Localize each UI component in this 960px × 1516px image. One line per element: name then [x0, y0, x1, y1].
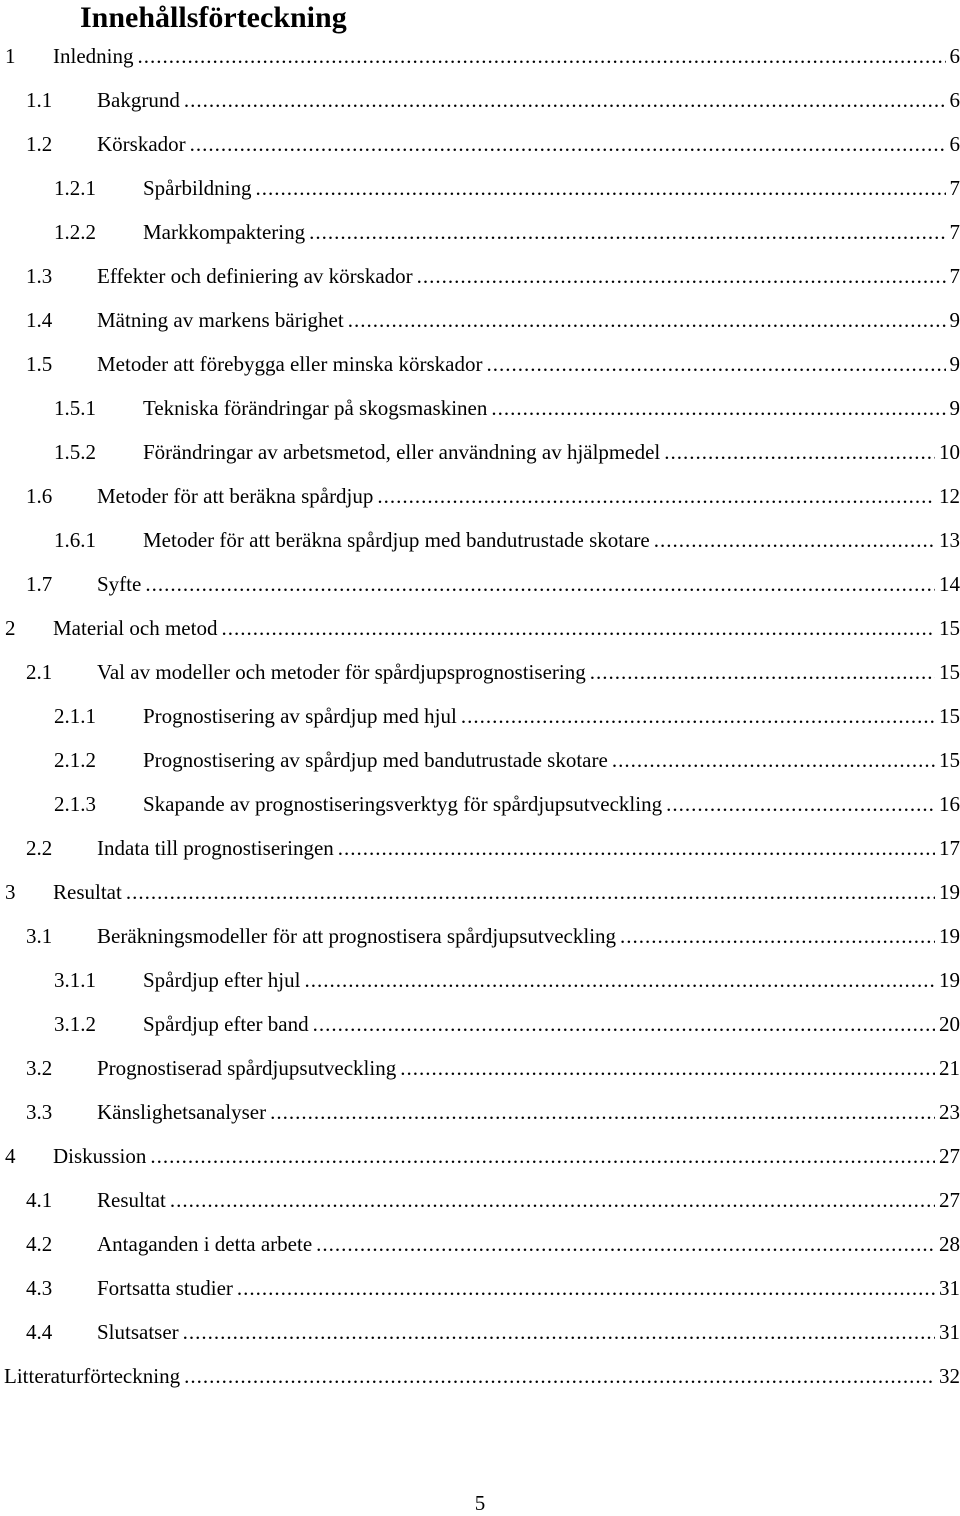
dot-leader — [664, 430, 935, 474]
toc-entry[interactable] — [0, 914, 960, 958]
toc-entry-title: Metoder att förebygga eller minska körskador — [97, 342, 484, 386]
toc-entry-title: Slutsatser — [97, 1310, 181, 1354]
toc-entry-title: Litteraturförteckning — [4, 1354, 182, 1398]
toc-entry-number: 2.1.1 — [54, 694, 96, 738]
toc-entry-title: Spårbildning — [143, 166, 254, 210]
toc-entry-number: 2.1.3 — [54, 782, 96, 826]
toc-entry-title: Spårdjup efter band — [143, 1002, 311, 1046]
toc-entry[interactable] — [0, 606, 960, 650]
toc-entry-body — [97, 826, 960, 870]
dot-leader — [313, 1002, 935, 1046]
toc-entry-title: Prognostiserad spårdjupsutveckling — [97, 1046, 398, 1090]
toc-entry-title: Diskussion — [53, 1134, 148, 1178]
dot-leader — [183, 1310, 935, 1354]
dot-leader — [666, 782, 935, 826]
toc-entry-title: Spårdjup efter hjul — [143, 958, 302, 1002]
toc-entry-body — [143, 518, 960, 562]
toc-entry-body — [97, 1090, 960, 1134]
dot-leader — [270, 1090, 935, 1134]
toc-entry-title: Material och metod — [53, 606, 219, 650]
toc-entry[interactable] — [0, 1178, 960, 1222]
toc-entry[interactable] — [0, 254, 960, 298]
dot-leader — [590, 650, 935, 694]
toc-entry-body — [53, 606, 960, 650]
toc-entry-number: 2.2 — [26, 826, 52, 870]
toc-entry-body — [143, 958, 960, 1002]
dot-leader — [184, 1354, 935, 1398]
toc-entry-number: 3 — [5, 870, 16, 914]
toc-entry-number: 3.1 — [26, 914, 52, 958]
toc-entry-number: 3.1.2 — [54, 1002, 96, 1046]
toc-entry-body — [4, 1354, 960, 1398]
toc-entry-title: Förändringar av arbetsmetod, eller användning av hjälpmedel — [143, 430, 662, 474]
toc-entry[interactable] — [0, 474, 960, 518]
toc-entry-number: 1.3 — [26, 254, 52, 298]
toc-entry-page: 14 — [939, 562, 960, 606]
toc-entry-body — [97, 78, 960, 122]
toc-entry-page: 15 — [939, 694, 960, 738]
toc-entry[interactable] — [0, 782, 960, 826]
toc-entry-body — [97, 342, 960, 386]
toc-entry-title: Indata till prognostiseringen — [97, 826, 336, 870]
toc-entry-body — [53, 34, 960, 78]
toc-entry-number: 1.4 — [26, 298, 52, 342]
toc-entry-title: Känslighetsanalyser — [97, 1090, 268, 1134]
toc-entry-title: Mätning av markens bärighet — [97, 298, 346, 342]
toc-entry-page: 6 — [950, 122, 960, 166]
toc-entry[interactable] — [0, 34, 960, 78]
toc-entry-title: Metoder för att beräkna spårdjup med bandutrustade skotare — [143, 518, 652, 562]
toc-entry-page: 9 — [950, 342, 960, 386]
toc-entry-number: 3.2 — [26, 1046, 52, 1090]
toc-entry-title: Tekniska förändringar på skogsmaskinen — [143, 386, 489, 430]
toc-entry[interactable] — [0, 870, 960, 914]
toc-entry-page: 27 — [939, 1178, 960, 1222]
toc-entry-number: 4 — [5, 1134, 16, 1178]
toc-entry-page: 28 — [939, 1222, 960, 1266]
toc-entry-title: Markkompaktering — [143, 210, 307, 254]
toc-entry-body — [143, 694, 960, 738]
toc-entry[interactable] — [0, 1310, 960, 1354]
dot-leader — [150, 1134, 935, 1178]
toc-entry-body — [97, 1222, 960, 1266]
toc-entry-page: 31 — [939, 1266, 960, 1310]
toc-entry-page: 19 — [939, 870, 960, 914]
toc-entry[interactable] — [0, 298, 960, 342]
toc-entry[interactable] — [0, 166, 960, 210]
toc-entry[interactable] — [0, 210, 960, 254]
toc-entry-body — [143, 386, 960, 430]
toc-entry-number: 1.2.1 — [54, 166, 96, 210]
toc-entry-number: 1.6.1 — [54, 518, 96, 562]
dot-leader — [190, 122, 946, 166]
toc-entry[interactable] — [0, 122, 960, 166]
dot-leader — [486, 342, 945, 386]
toc-entry-body — [53, 1134, 960, 1178]
toc-entry-title: Resultat — [97, 1178, 168, 1222]
dot-leader — [304, 958, 935, 1002]
toc-entry[interactable] — [0, 1266, 960, 1310]
page-title: Innehållsförteckning — [80, 0, 347, 36]
toc-entry-body — [97, 1310, 960, 1354]
toc-entry-page: 19 — [939, 914, 960, 958]
toc-entry-title: Effekter och definiering av körskador — [97, 254, 415, 298]
toc-entry-page: 31 — [939, 1310, 960, 1354]
toc-entry-title: Skapande av prognostiseringsverktyg för spårdjupsutveckling — [143, 782, 664, 826]
toc-entry-title: Antaganden i detta arbete — [97, 1222, 314, 1266]
toc-entry-body — [97, 1178, 960, 1222]
dot-leader — [620, 914, 935, 958]
toc-entry-body — [143, 1002, 960, 1046]
toc-entry-body — [97, 650, 960, 694]
toc-entry-page: 15 — [939, 606, 960, 650]
toc-entry-number: 1.5.1 — [54, 386, 96, 430]
toc-entry-number: 1 — [5, 34, 16, 78]
toc-entry-title: Fortsatta studier — [97, 1266, 235, 1310]
toc-entry[interactable] — [0, 826, 960, 870]
toc-entry[interactable] — [0, 694, 960, 738]
toc-entry[interactable] — [0, 562, 960, 606]
toc-entry-title: Prognostisering av spårdjup med bandutrustade skotare — [143, 738, 610, 782]
toc-entry[interactable] — [0, 1134, 960, 1178]
toc-entry-title: Körskador — [97, 122, 188, 166]
dot-leader — [316, 1222, 935, 1266]
toc-entry-body — [97, 474, 960, 518]
toc-entry-page: 9 — [950, 386, 960, 430]
toc-entry-page: 23 — [939, 1090, 960, 1134]
dot-leader — [338, 826, 935, 870]
toc-entry-number: 1.6 — [26, 474, 52, 518]
toc-entry-body — [53, 870, 960, 914]
toc-entry[interactable] — [0, 78, 960, 122]
toc-entry-number: 2.1 — [26, 650, 52, 694]
toc-entry[interactable] — [0, 1046, 960, 1090]
toc-entry-number: 2.1.2 — [54, 738, 96, 782]
toc-entry-number: 1.2 — [26, 122, 52, 166]
toc-entry[interactable] — [0, 1090, 960, 1134]
toc-entry[interactable] — [0, 1222, 960, 1266]
toc-entry-title: Prognostisering av spårdjup med hjul — [143, 694, 459, 738]
toc-entry-number: 3.1.1 — [54, 958, 96, 1002]
toc-entry-body — [97, 298, 960, 342]
toc-entry-title: Val av modeller och metoder för spårdjupsprognostisering — [97, 650, 588, 694]
toc-entry-number: 1.5 — [26, 342, 52, 386]
toc-entry-number: 4.1 — [26, 1178, 52, 1222]
toc-entry-body — [143, 738, 960, 782]
dot-leader — [491, 386, 945, 430]
toc-entry-body — [143, 210, 960, 254]
dot-leader — [221, 606, 935, 650]
toc-entry-page: 17 — [939, 826, 960, 870]
toc-entry-page: 19 — [939, 958, 960, 1002]
dot-leader — [612, 738, 935, 782]
toc-entry-page: 27 — [939, 1134, 960, 1178]
toc-entry-body — [97, 122, 960, 166]
toc-entry[interactable] — [0, 1354, 960, 1398]
toc-entry-number: 4.3 — [26, 1266, 52, 1310]
toc-entry-page: 10 — [939, 430, 960, 474]
toc-entry-title: Inledning — [53, 34, 135, 78]
toc-entry-body — [143, 430, 960, 474]
toc-entry-page: 7 — [950, 210, 960, 254]
toc-entry-page: 7 — [950, 254, 960, 298]
toc-entry-page: 7 — [950, 166, 960, 210]
dot-leader — [145, 562, 935, 606]
dot-leader — [137, 34, 945, 78]
toc-entry-body — [143, 782, 960, 826]
toc-entry-page: 6 — [950, 34, 960, 78]
toc-entry[interactable] — [0, 430, 960, 474]
toc-entry-body — [143, 166, 960, 210]
toc-entry-page: 32 — [939, 1354, 960, 1398]
toc-entry-page: 15 — [939, 738, 960, 782]
dot-leader — [126, 870, 935, 914]
toc-entry-number: 3.3 — [26, 1090, 52, 1134]
toc-entry[interactable] — [0, 738, 960, 782]
dot-leader — [184, 78, 946, 122]
toc-entry[interactable] — [0, 1002, 960, 1046]
table-of-contents — [0, 34, 960, 1398]
toc-entry[interactable] — [0, 342, 960, 386]
dot-leader — [654, 518, 935, 562]
toc-entry[interactable] — [0, 518, 960, 562]
toc-entry-page: 9 — [950, 298, 960, 342]
toc-entry[interactable] — [0, 386, 960, 430]
toc-entry-page: 12 — [939, 474, 960, 518]
toc-entry[interactable] — [0, 650, 960, 694]
dot-leader — [348, 298, 946, 342]
toc-entry-title: Bakgrund — [97, 78, 182, 122]
toc-entry-page: 13 — [939, 518, 960, 562]
toc-entry-number: 4.4 — [26, 1310, 52, 1354]
toc-entry-number: 4.2 — [26, 1222, 52, 1266]
dot-leader — [237, 1266, 935, 1310]
toc-entry-title: Metoder för att beräkna spårdjup — [97, 474, 375, 518]
page-number: 5 — [0, 1490, 960, 1516]
toc-entry-number: 1.2.2 — [54, 210, 96, 254]
toc-entry-title: Beräkningsmodeller för att prognostisera spårdjupsutveckling — [97, 914, 618, 958]
dot-leader — [377, 474, 935, 518]
dot-leader — [309, 210, 945, 254]
dot-leader — [400, 1046, 935, 1090]
toc-entry-title: Syfte — [97, 562, 143, 606]
toc-entry-page: 21 — [939, 1046, 960, 1090]
dot-leader — [170, 1178, 935, 1222]
dot-leader — [417, 254, 946, 298]
toc-entry-number: 1.1 — [26, 78, 52, 122]
toc-entry[interactable] — [0, 958, 960, 1002]
dot-leader — [256, 166, 946, 210]
toc-entry-title: Resultat — [53, 870, 124, 914]
toc-entry-number: 1.5.2 — [54, 430, 96, 474]
toc-entry-number: 2 — [5, 606, 16, 650]
dot-leader — [461, 694, 935, 738]
toc-entry-body — [97, 1266, 960, 1310]
toc-entry-page: 16 — [939, 782, 960, 826]
toc-entry-page: 20 — [939, 1002, 960, 1046]
toc-entry-page: 15 — [939, 650, 960, 694]
toc-entry-page: 6 — [950, 78, 960, 122]
toc-entry-body — [97, 562, 960, 606]
toc-entry-body — [97, 1046, 960, 1090]
toc-entry-body — [97, 914, 960, 958]
toc-entry-body — [97, 254, 960, 298]
toc-entry-number: 1.7 — [26, 562, 52, 606]
